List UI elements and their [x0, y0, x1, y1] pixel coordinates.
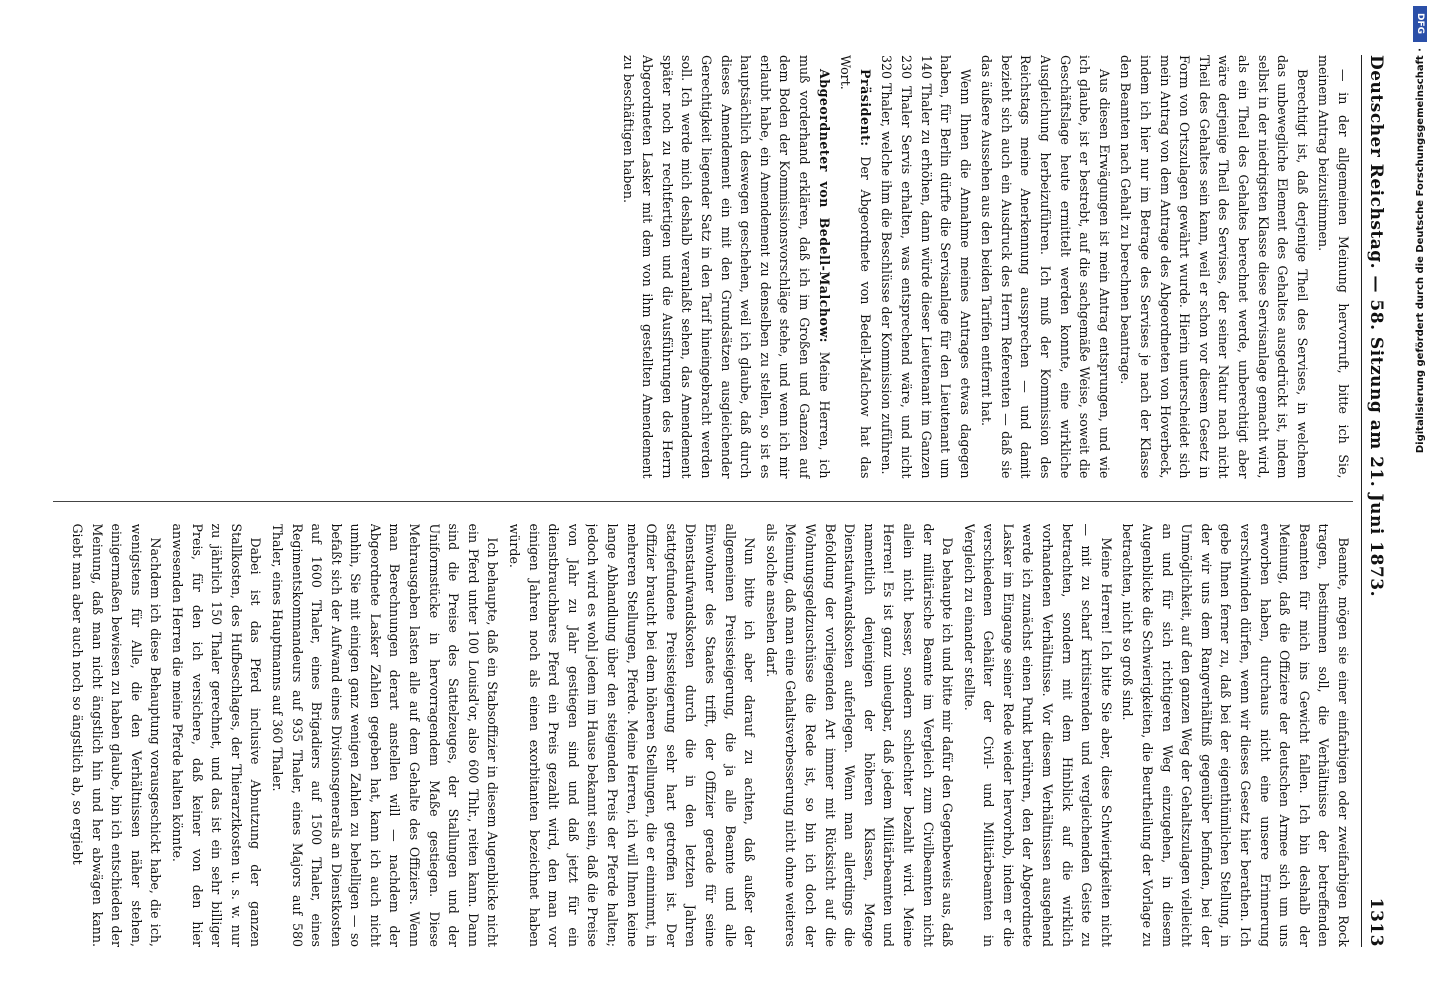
speaker-name: Präsident: [857, 69, 873, 147]
paragraph [618, 55, 834, 479]
paragraph: Nun bitte ich aber darauf zu achten, daß außer der allgemeinen Preissteigerung, die ja alle Beamte und alle Einwohner des Staates trifft, der Offizier gerade für seine Dienstaufwandskosten durch die in den letzten Jahren stattgefundene Preissteigerung sehr hart getroffen ist. Der Offizier braucht bei dem höheren Stellungen, die er einnimmt, in mehreren Stellungen, Pferde. Meine Herren, ich will Ihnen keine lange Abhandlung über den steigenden Preis der Pferde halten; jedoch wird es wohl jedem im Hause bekannt sein, daß die Preise von Jahr zu Jahr gestiegen sind und daß jetzt für ein dienstbrauchbares Pferd ein Preis gezahlt wird, den man vor einigen Jahren noch als einen exorbitanten bezeichnet haben würde. [507, 523, 758, 947]
paragraph: Berechtigt ist, daß derjenige Theil des Servises, in welchem das unbewegliche Element des Gehaltes ausgedrückt ist, indem selbst in der niedrigsten Klasse diese Servisanlage gemacht wird, als ein Theil des Gehaltes berechnet werde, unberechtigt aber wäre derjenige Theil des Servises, der seiner Natur nach nicht Theil des Gehaltes sein kann, weil er schon vor diesem Gesetz in Form von Ortszulagen gewährt wurde. Hierin unterscheidet sich mein Antrag von dem Antrage des Abgeordneten von Hoverbeck, indem ich hier nur im Betrage des Servises je nach der Klasse den Beamten nach Gehalt zu berechnen beantrage. [1118, 55, 1310, 479]
rotated-page [36, 35, 1396, 965]
right-column [53, 524, 1353, 948]
paragraph: Da behaupte ich und bitte mir dafür den Gegenbeweis aus, daß der militärische Beamte im Vergleich zum Civilbeamten nicht allein nicht besser, sondern schlechter bezahlt wird. Meine Herren! Es ist ganz unleugbar, daß jedem Militärbeamten und namentlich denjenigen der höheren Klassen, Menge Dienstaufwandskosten auferlegen. Wenn man allerdings die Befoldung der vorliegenden Art immer mit Rücksicht auf die Wohnungsgeldzuschüsse die Rede ist, so bin ich doch der Meinung, daß man eine Gehaltsverbesserung nicht ohne weiteres als solche ansehen darf. [763, 523, 956, 947]
page-number: 1313 [1366, 897, 1386, 947]
page-header [1361, 55, 1386, 947]
speaker-name: Abgeordneter von Bedell-Malchow: [816, 69, 832, 343]
speech-text: Meine Herren, ich muß vorderhand erklären, daß ich im Großen und Ganzen auf dem Boden der Kommissionsvorschläge stehe, und wenn ich mir erlaubt habe, ein Amendement zu denselben zu stellen, so ist es hauptsächlich deswegen geschehen, weil ich glaube, daß durch dieses Amendement ein mit den Grundsätzen ausgleichender Gerechtigkeit liegender Satz in den Tarif hineingebracht werden soll. Ich werde mich deshalb veranlaßt sehen, das Amendement später noch zu rechtfertigen und die Ausführungen des Herrn Abgeordneten Lasker mit dem von ihm gestellten Amendement zu beschäftigen haben. [620, 55, 832, 479]
speech-text: Der Abgeordnete von Bedell-Malchow hat das Wort. [838, 55, 873, 479]
paragraph: Meine Herren! Ich bitte Sie aber, diese Schwierigkeiten nicht — mit zu scharf kritisirenden und vergleichenden Geiste zu betrachten, sondern mit dem Hinblick auf die wirklich vorhandenen Verhältnisse. Vor diesem Verhältnissen ausgehend werde ich zunächst einen Punkt berühren, den der Abgeordnete Lasker im Eingange seiner Rede wieder hervorhob, indem er die verschiedenen Gehälter der Civil- und Militärbeamten in Vergleich zu einander stellte. [961, 523, 1114, 947]
dfg-notice [1412, 6, 1428, 996]
left-column [53, 55, 1353, 479]
paragraph: Nachdem ich diese Behauptung vorausgeschickt habe, die ich, wenigstens für Alle, die den Verhältnissen näher stehen, einigermaßen bewiesen zu haben glaube, bin ich entschieden der Meinung, daß man nicht ängstlich hin und her abwägen kann. Giebt man aber auch noch so ängstlich ab, so ergiebt [70, 523, 164, 947]
dfg-notice-text: Digitalisierung gefördert durch die Deutsche Forschungsgemeinschaft · [1414, 48, 1426, 454]
paragraph: Wenn Ihnen die Annahme meines Antrages etwas dagegen haben, für Berlin dürfte die Servisanlage für den Lieutenant um 140 Thaler zu erhöhen, dann würde dieser Lieutenant im Ganzen 230 Thaler Servis erhalten, was entsprechend wäre, und nicht 320 Thaler, welche ihm die Beschlüsse der Kommission zuführen. [879, 55, 973, 479]
paragraph: — in der allgemeinen Meinung hervorruft, bitte ich Sie, meinem Antrag beizustimmen. [1316, 55, 1351, 479]
paragraph [836, 55, 875, 479]
paragraph: Dabei ist das Pferd inclusive Abnutzung der ganzen Stallkosten, des Hufbeschlages, der Thierarztkosten u. s. w. nur zu jährlich 150 Thaler gerechnet, und das ist ein sehr billiger Preis, für den ich versichere, daß keiner von den hier anwesenden Herren die meine Pferde halten könnte. [169, 523, 264, 947]
header-title: Deutscher Reichstag. — 58. Sitzung am 21. Juni 1873. [1366, 55, 1386, 597]
text-columns [53, 55, 1353, 947]
paragraph: Ich behaupte, daß ein Stabsoffizier in diesem Augenblicke nicht ein Pferd unter 100 Louisd'or, also 600 Thlr., reiten kann. Dann sind die Preise des Sattelzeuges, der Stallungen und der Uniformstücke in hervorragendem Maße gestiegen. Diese Mehrausgaben lasten alle auf dem Gehalte des Offiziers. Wenn man Berechnungen derart anstellen will — nachdem der Abgeordnete Lasker Zahlen gegeben hat, kann ich auch nicht umhin, Sie mit einigen ganz wenigen Zahlen zu behelligen — so befaßt sich der Aufwand eines Divisionsgenerals an Dienstkosten auf 1600 Thaler, eines Brigadiers auf 1500 Thaler, eines Regimentskommandeurs auf 935 Thaler, eines Majors auf 580 Thaler, eines Hauptmanns auf 360 Thaler. [269, 523, 501, 947]
dfg-logo-icon: DFG [1413, 6, 1427, 42]
paragraph: Beamte, mögen sie einer einfarbigen oder zweifarbigen Rock tragen, bestimmen soll, die Verhältnisse der betreffenden Beamten für mich ins Gewicht fallen. Ich bin deshalb der Meinung, daß die Offiziere der deutschen Armee sich um uns erworben haben, durchaus nicht eine unsere Erinnerung verschwinden dürfen, wenn wir dieses Gesetz hier berathen. Ich gebe Ihnen ferner zu, daß bei der eigenthümlichen Stellung, in der wir uns dem Rangverhältniß gegenüber befinden, bei der Unmöglichkeit, auf den ganzen Weg der Gehaltszulagen vielleicht an und für sich richtigeren Weg einzugehen, in diesem Augenblicke die Schwierigkeiten, die Beurtheilung der Vorlage zu betrachten, nicht so groß sind. [1120, 523, 1351, 947]
paragraph: Aus diesen Erwägungen ist mein Antrag entsprungen, und wie ich glaube, ist er bestrebt, auf die sachgemäße Weise, soweit die Geschäftslage heute ermittelt werden konnte, eine wirkliche Ausgleichung herbeizuführen. Ich muß der Kommission des Reichstags meine Anerkennung aussprechen — und damit bezieht sich auch ein Ausdruck des Herrn Referenten — daß sie das äußere Aussehen aus den beiden Tarifen entfernt hat. [979, 55, 1112, 479]
column-divider [53, 501, 1353, 502]
